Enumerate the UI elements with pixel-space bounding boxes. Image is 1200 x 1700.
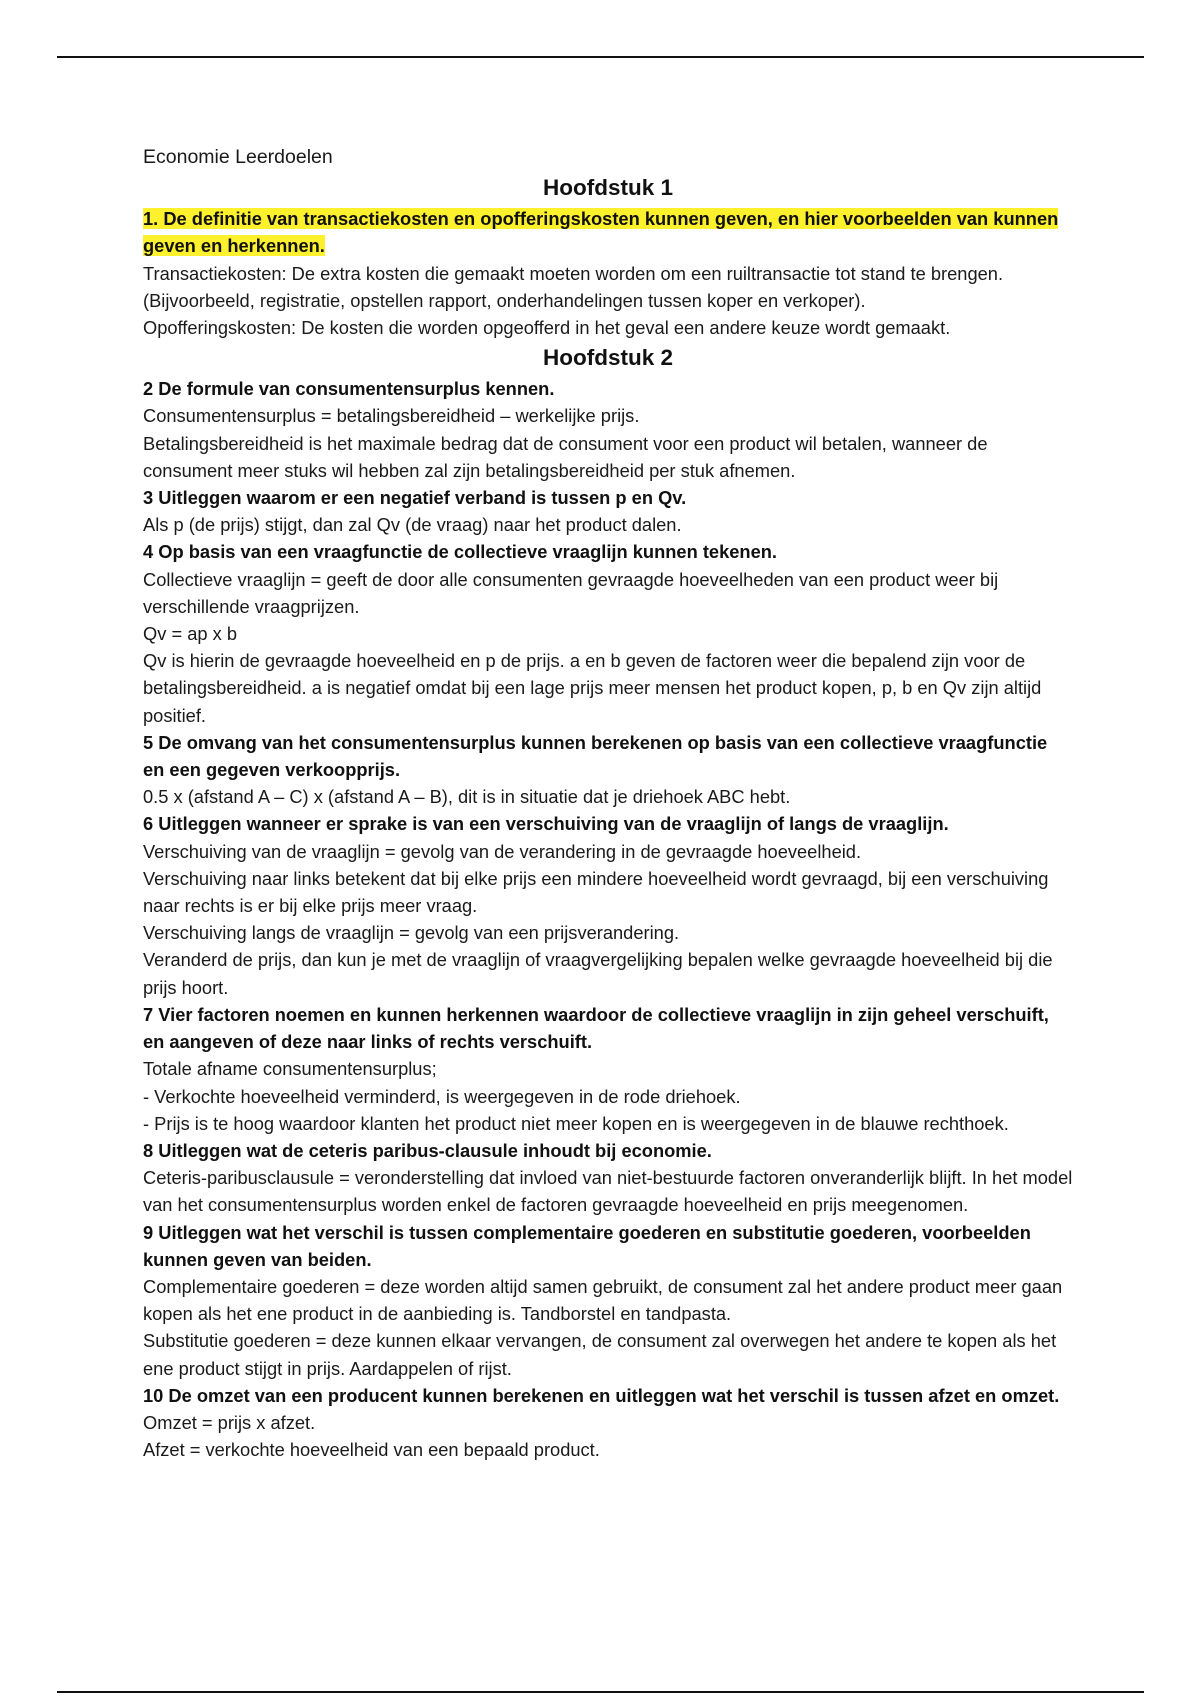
answer-paragraph: Als p (de prijs) stijgt, dan zal Qv (de vraag) naar het product dalen. <box>143 514 682 536</box>
learning-goal-9: 9 Uitleggen wat het verschil is tussen complementaire goederen en substitutie goederen, voorbeelden kunnen geven van beiden. <box>143 1221 1031 1270</box>
answer-paragraph: Transactiekosten: De extra kosten die gemaakt moeten worden om een ruiltransactie tot stand te brengen. (Bijvoorbeeld, registratie, opstellen rapport, onderhandelingen tussen koper en verkoper). <box>143 262 1004 311</box>
chapter-heading-1: Hoofdstuk 1 <box>542 175 673 201</box>
header-rule <box>57 56 1144 58</box>
learning-goal-4: 4 Op basis van een vraagfunctie de collectieve vraaglijn kunnen tekenen. <box>143 541 777 563</box>
answer-paragraph: Totale afname consumentensurplus; <box>143 1058 437 1080</box>
answer-paragraph: Consumentensurplus = betalingsbereidheid – werkelijke prijs. <box>143 405 640 427</box>
answer-paragraph: Complementaire goederen = deze worden altijd samen gebruikt, de consument zal het andere product meer gaan kopen als het ene product in de aanbieding is. Tandborstel en tandpasta. <box>143 1275 1063 1325</box>
answer-paragraph: Verschuiving langs de vraaglijn = gevolg van een prijsverandering. <box>143 922 680 944</box>
answer-paragraph: Veranderd de prijs, dan kun je met de vraaglijn of vraagvergelijking bepalen welke gevraagde hoeveelheid bij die prijs hoort. <box>143 949 1053 998</box>
learning-goal-1 <box>143 205 1073 259</box>
footer-rule <box>57 1691 1144 1693</box>
answer-paragraph: Ceteris-paribusclausule = veronderstelling dat invloed van niet-bestuurde factoren onveranderlijk blijft. In het model van het consumentensurplus worden enkel de factoren gevraagde hoeveelheid en prijs meegenomen. <box>143 1167 1073 1216</box>
answer-paragraph: Verschuiving naar links betekent dat bij elke prijs een mindere hoeveelheid wordt gevraagd, bij een verschuiving naar rechts is er bij elke prijs meer vraag. <box>143 867 1049 917</box>
answer-paragraph: 0.5 x (afstand A – C) x (afstand A – B), dit is in situatie dat je driehoek ABC hebt. <box>143 786 791 808</box>
learning-goal-5: 5 De omvang van het consumentensurplus kunnen berekenen op basis van een collectieve vraagfunctie en een gegeven verkoopprijs. <box>143 731 1048 781</box>
answer-paragraph: Verschuiving van de vraaglijn = gevolg van de verandering in de gevraagde hoeveelheid. <box>143 840 862 862</box>
answer-paragraph: Opofferingskosten: De kosten die worden opgeofferd in het geval een andere keuze wordt gemaakt. <box>143 317 951 339</box>
learning-goal-7: 7 Vier factoren noemen en kunnen herkennen waardoor de collectieve vraaglijn in zijn geheel verschuift, en aangeven of deze naar links of rechts verschuift. <box>143 1003 1049 1053</box>
list-item: - Verkochte hoeveelheid verminderd, is weergegeven in de rode driehoek. <box>143 1085 741 1107</box>
learning-goal-8: 8 Uitleggen wat de ceteris paribus-clausule inhoudt bij economie. <box>143 1139 712 1161</box>
highlighted-text: 1. De definitie van transactiekosten en opofferingskosten kunnen geven, en hier voorbeelden van kunnen geven en herkennen. <box>143 208 1059 257</box>
learning-goal-3: 3 Uitleggen waarom er een negatief verband is tussen p en Qv. <box>143 487 687 509</box>
document-page <box>143 144 1073 1463</box>
answer-paragraph: Substitutie goederen = deze kunnen elkaar vervangen, de consument zal overwegen het andere te kopen als het ene product stijgt in prijs. Aardappelen of rijst. <box>143 1330 1057 1379</box>
learning-goal-2: 2 De formule van consumentensurplus kennen. <box>143 378 555 400</box>
learning-goal-6: 6 Uitleggen wanneer er sprake is van een verschuiving van de vraaglijn of langs de vraaglijn. <box>143 813 949 835</box>
list-item: - Prijs is te hoog waardoor klanten het product niet meer kopen en is weergegeven in de blauwe rechthoek. <box>143 1112 1009 1134</box>
answer-paragraph: Collectieve vraaglijn = geeft de door alle consumenten gevraagde hoeveelheden van een product weer bij verschillende vraagprijzen. <box>143 568 999 617</box>
document-title: Economie Leerdoelen <box>143 146 333 168</box>
formula-line: Qv = ap x b <box>143 623 237 645</box>
answer-paragraph: Qv is hierin de gevraagde hoeveelheid en p de prijs. a en b geven de factoren weer die bepalend zijn voor de betalingsbereidheid. a is negatief omdat bij een lage prijs meer mensen het product kopen, p, b en Qv zijn altijd positief. <box>143 650 1042 726</box>
answer-paragraph: Afzet = verkochte hoeveelheid van een bepaald product. <box>143 1439 600 1461</box>
answer-paragraph: Omzet = prijs x afzet. <box>143 1411 316 1433</box>
answer-paragraph: Betalingsbereidheid is het maximale bedrag dat de consument voor een product wil betalen, wanneer de consument meer stuks wil hebben zal zijn betalingsbereidheid per stuk afnemen. <box>143 432 988 481</box>
chapter-heading-2: Hoofdstuk 2 <box>542 345 673 371</box>
learning-goal-10: 10 De omzet van een producent kunnen berekenen en uitleggen wat het verschil is tussen afzet en omzet. <box>143 1384 1060 1406</box>
